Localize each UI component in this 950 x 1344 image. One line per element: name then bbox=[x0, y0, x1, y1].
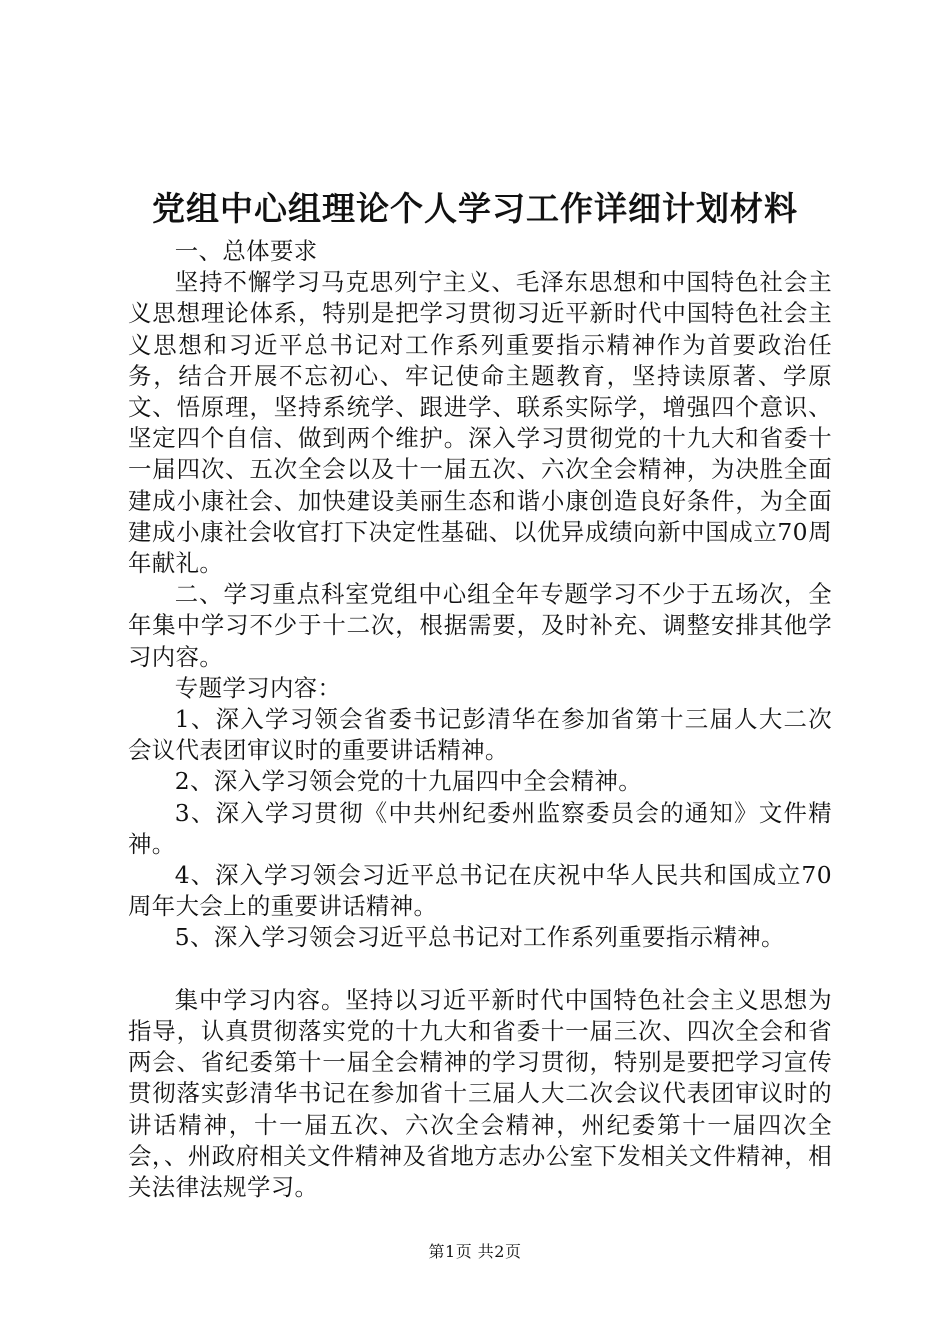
list-item-topic-4: 4、深入学习领会习近平总书记在庆祝中华人民共和国成立70周年大会上的重要讲话精神。 bbox=[128, 861, 832, 921]
list-item-topic-1: 1、深入学习领会省委书记彭清华在参加省第十三届人大二次会议代表团审议时的重要讲话精神。 bbox=[128, 705, 832, 765]
subheading-topics: 专题学习内容： bbox=[174, 673, 342, 702]
list-item-topic-5: 5、深入学习领会习近平总书记对工作系列重要指示精神。 bbox=[174, 923, 785, 952]
paragraph-general-requirements: 坚持不懈学习马克思列宁主义、毛泽东思想和中国特色社会主义思想理论体系，特别是把学习贯彻习近平新时代中国特色社会主义思想和习近平总书记对工作系列重要指示精神作为首要政治任务，结合开展不忘初心、牢记使命主题教育，坚持读原著、学原文、悟原理，坚持系统学、跟进学、联系实际学，增强四个意识、坚定四个自信、做到两个维护。深入学习贯彻党的十九大和省委十一届四次、五次全会以及十一届五次、六次全会精神，为决胜全面建成小康社会、加快建设美丽生态和谐小康创造良好条件，为全面建成小康社会收官打下决定性基础、以优异成绩向新中国成立70周年献礼。 bbox=[128, 268, 832, 578]
list-item-topic-3: 3、深入学习贯彻《中共州纪委州监察委员会的通知》文件精神。 bbox=[128, 798, 832, 858]
document-title: 党组中心组理论个人学习工作详细计划材料 bbox=[152, 189, 798, 228]
section-heading-general: 一、总体要求 bbox=[174, 237, 318, 265]
paragraph-study-focus: 二、学习重点科室党组中心组全年专题学习不少于五场次，全年集中学习不少于十二次，根据需要，及时补充、调整安排其他学习内容。 bbox=[128, 580, 832, 671]
paragraph-centralized-study: 集中学习内容。坚持以习近平新时代中国特色社会主义思想为指导，认真贯彻落实党的十九大和省委十一届三次、四次全会和省两会、省纪委第十一届全会精神的学习贯彻，特别是要把学习宣传贯彻落实彭清华书记在参加省十三届人大二次会议代表团审议时的讲话精神，十一届五次、六次全会精神，州纪委第十一届四次全会，、州政府相关文件精神及省地方志办公室下发相关文件精神，相关法律法规学习。 bbox=[128, 985, 832, 1202]
list-item-topic-2: 2、深入学习领会党的十九届四中全会精神。 bbox=[174, 767, 643, 796]
document-body bbox=[128, 236, 832, 1203]
paragraph-spacer bbox=[128, 954, 832, 985]
page-footer: 第1页 共2页 bbox=[428, 1242, 522, 1261]
